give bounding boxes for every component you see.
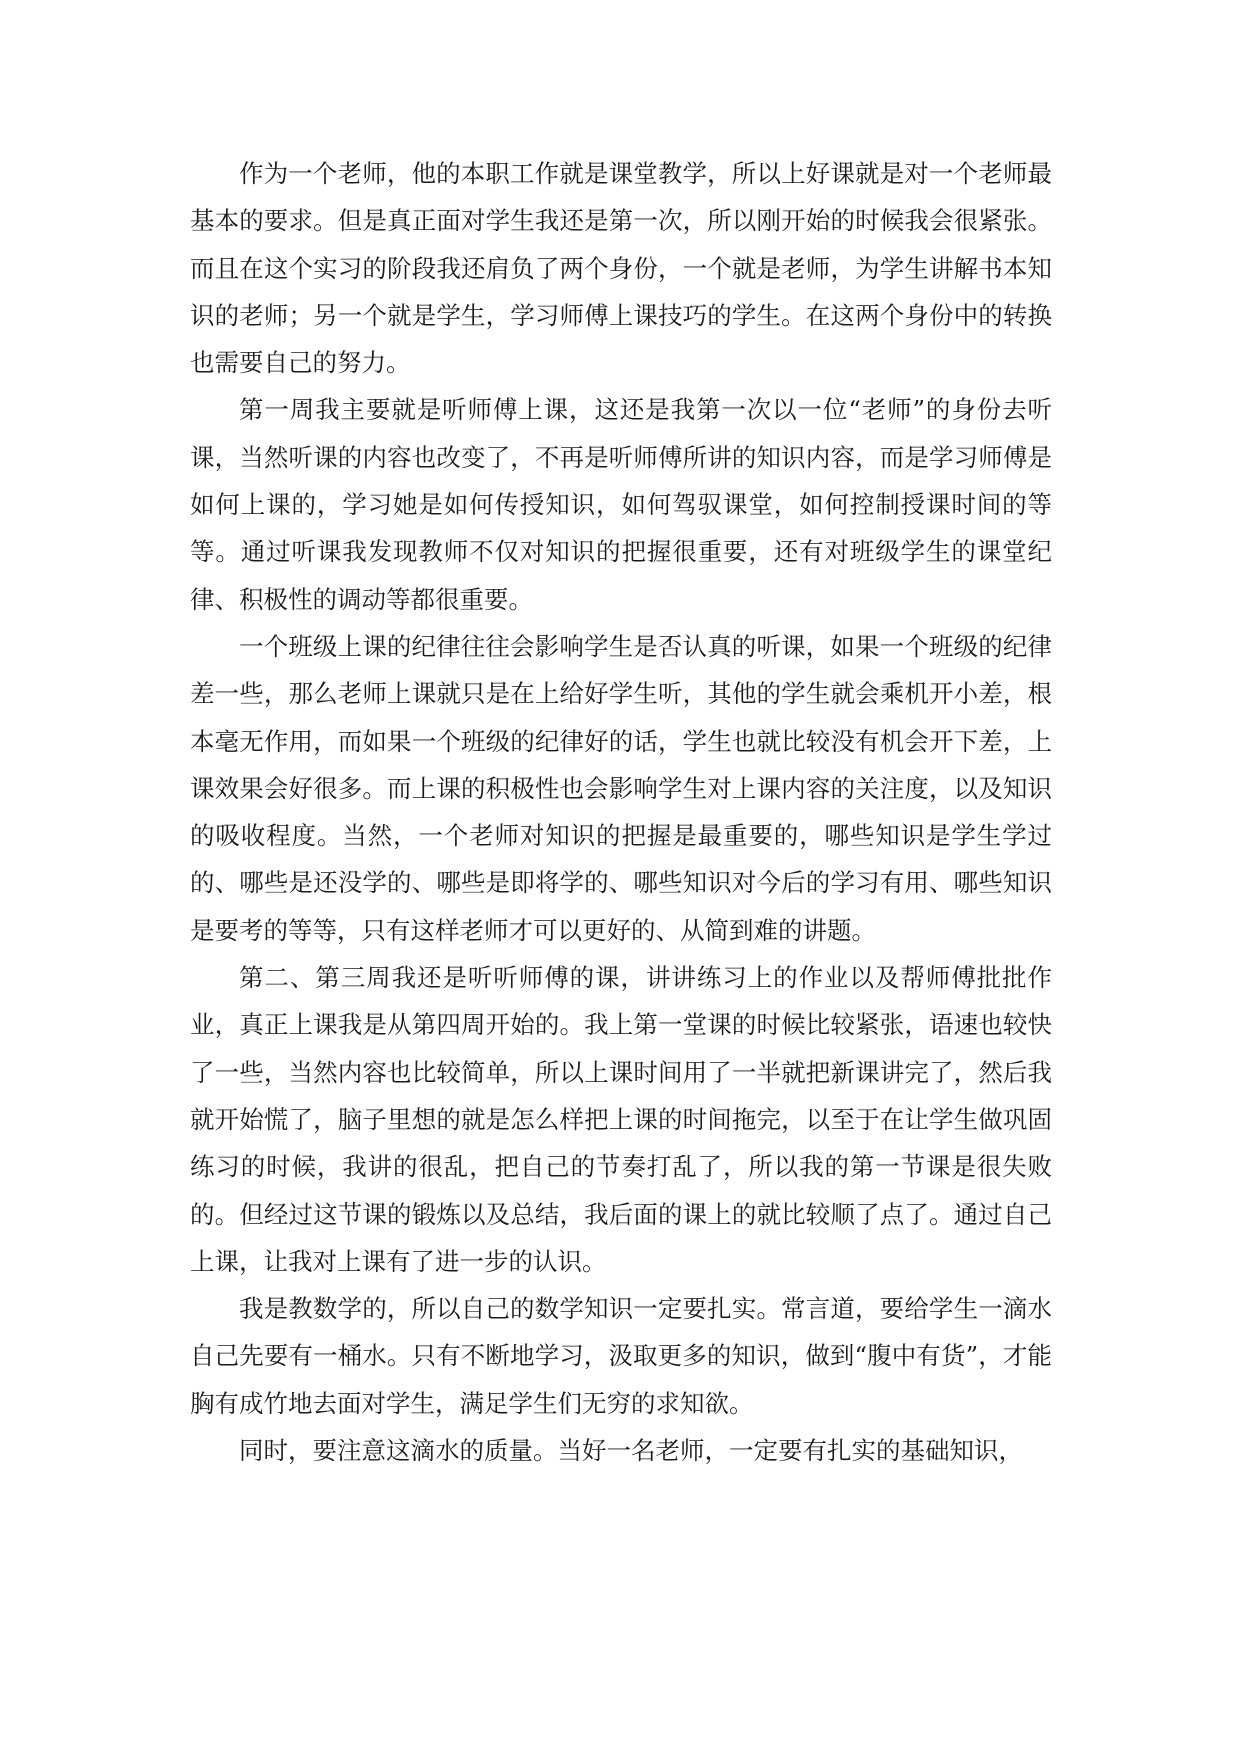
paragraph: 第一周我主要就是听师傅上课，这还是我第一次以一位“老师”的身份去听课，当然听课的内容也改变了，不再是听师傅所讲的知识内容，而是学习师傅是如何上课的，学习她是如何传授知识，如何驾驭课堂，如何控制授课时间的等等。通过听课我发现教师不仅对知识的把握很重要，还有对班级学生的课堂纪律、积极性的调动等都很重要。 [190,395,1052,614]
paragraph: 同时，要注意这滴水的质量。当好一名老师，一定要有扎实的基础知识， [239,1436,1023,1466]
document-body [190,150,1052,1474]
paragraph: 一个班级上课的纪律往往会影响学生是否认真的听课，如果一个班级的纪律差一些，那么老师上课就只是在上给好学生听，其他的学生就会乘机开小差，根本毫无作用，而如果一个班级的纪律好的话，学生也就比较没有机会开下差，上课效果会好很多。而上课的积极性也会影响学生对上课内容的关注度，以及知识的吸收程度。当然，一个老师对知识的把握是最重要的，哪些知识是学生学过的、哪些是还没学的、哪些是即将学的、哪些知识对今后的学习有用、哪些知识是要考的等等，只有这样老师才可以更好的、从简到难的讲题。 [190,631,1052,945]
paragraph: 第二、第三周我还是听听师傅的课，讲讲练习上的作业以及帮师傅批批作业，真正上课我是从第四周开始的。我上第一堂课的时候比较紧张，语速也较快了一些，当然内容也比较简单，所以上课时间用了一半就把新课讲完了，然后我就开始慌了，脑子里想的就是怎么样把上课的时间拖完，以至于在让学生做巩固练习的时候，我讲的很乱，把自己的节奏打乱了，所以我的第一节课是很失败的。但经过这节课的锻炼以及总结，我后面的课上的就比较顺了点了。通过自己上课，让我对上课有了进一步的认识。 [190,963,1052,1276]
paragraph: 我是教数学的，所以自己的数学知识一定要扎实。常言道，要给学生一滴水自己先要有一桶水。只有不断地学习，汲取更多的知识，做到“腹中有货”，才能胸有成竹地去面对学生，满足学生们无穷的求知欲。 [190,1294,1052,1418]
paragraph: 作为一个老师，他的本职工作就是课堂教学，所以上好课就是对一个老师最基本的要求。但是真正面对学生我还是第一次，所以刚开始的时候我会很紧张。而且在这个实习的阶段我还肩负了两个身份，一个就是老师，为学生讲解书本知识的老师；另一个就是学生，学习师傅上课技巧的学生。在这两个身份中的转换也需要自己的努力。 [190,159,1052,378]
